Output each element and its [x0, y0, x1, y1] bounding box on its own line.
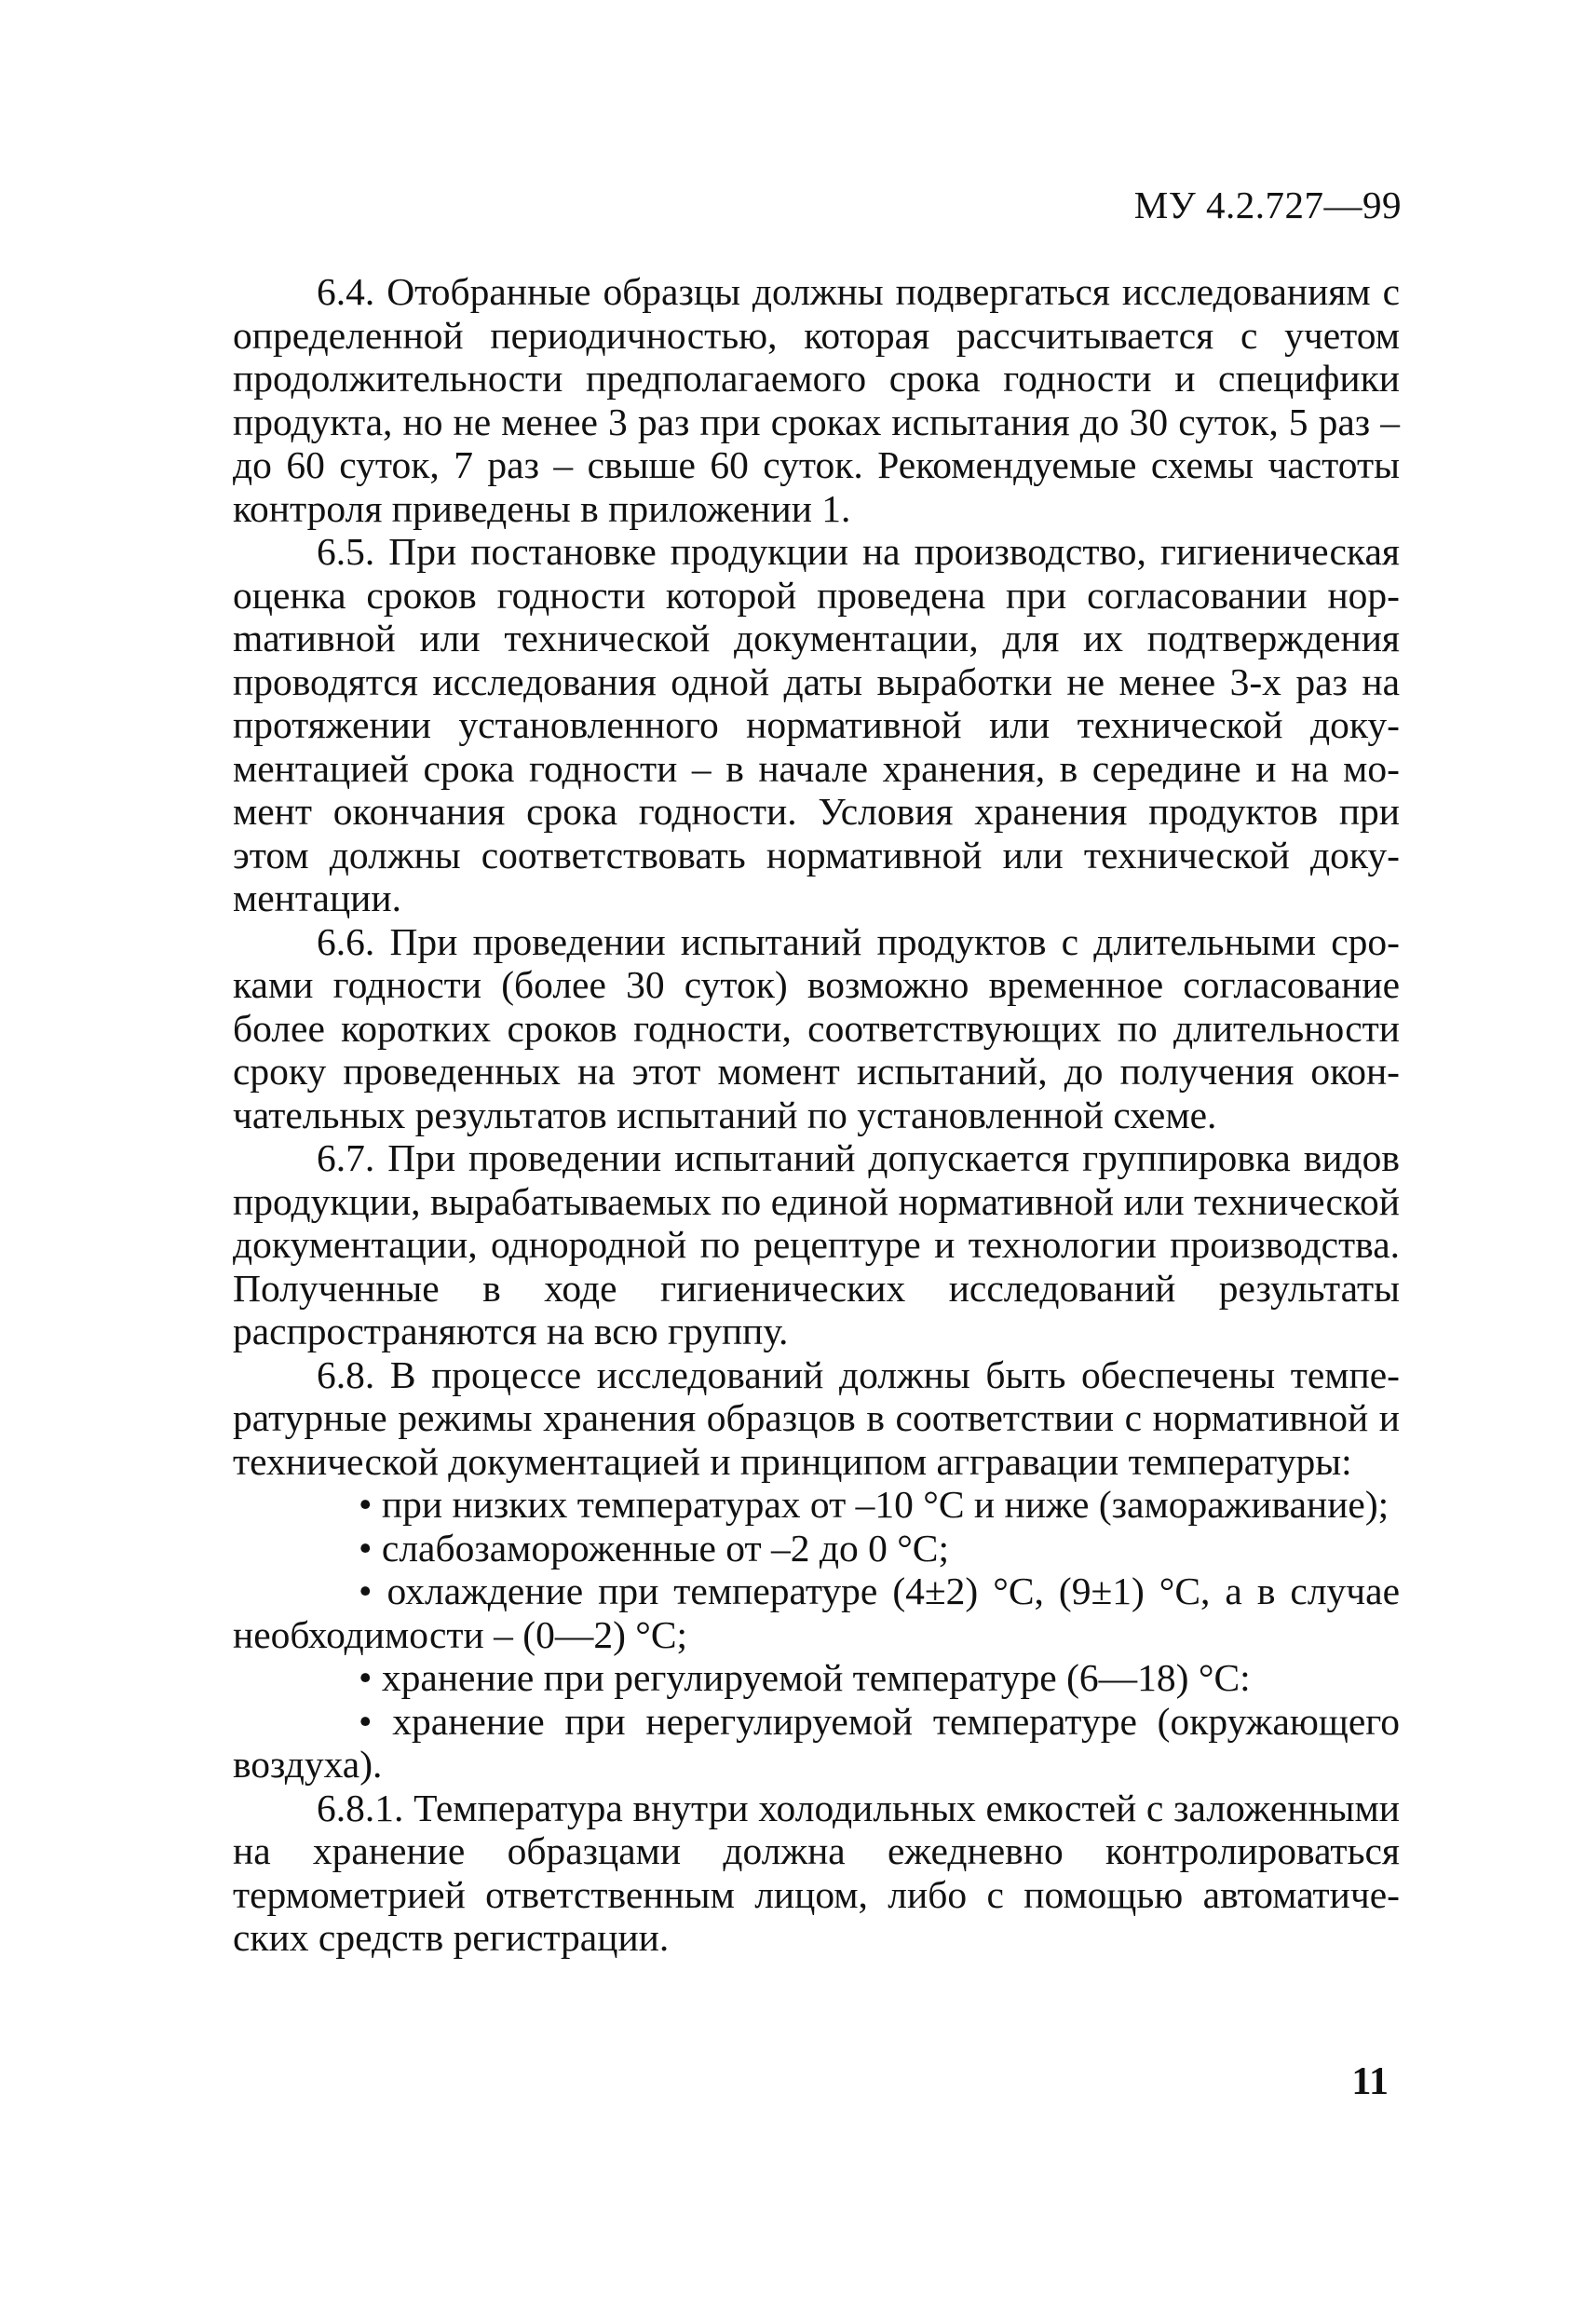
paragraph-6-7: 6.7. При проведении испытаний допускается группировка видов продукции, вырабатываемых по единой нормативной или технической документации, однородной по рецептуре и технологии производства. Полученные в ходе гигиенических исследований результаты распространяются на всю группу. [233, 1136, 1400, 1352]
paragraph-6-8: 6.8. В процессе исследований должны быть обеспечены температурные режимы хранения образцов в соответствии с нормативной и технической документацией и принципом аггравации температуры: [233, 1352, 1400, 1483]
paragraph-6-5: 6.5. При постановке продукции на производство, гигиеническая оценка сроков годности которой проведена при согласовании норmативной или технической документации, для их подтверждения проводятся исследования одной даты выработки не менее 3-х раз на протяжении установленного нормативной или технической документацией срока годности – в начале хранения, в середине и на момент окончания срока годности. Условия хранения продуктов при этом должны соответствовать нормативной или технической документации. [233, 530, 1400, 919]
bullet-cooling: • охлаждение при температуре (4±2) °С, (9±1) °С, а в случае необходимости – (0—2) °С; [233, 1570, 1400, 1656]
bullet-unregulated-temperature: • хранение при нерегулируемой температуре (окружающего воздуха). [233, 1699, 1400, 1786]
body-text [233, 270, 1400, 1960]
bullet-regulated-temperature: • хранение при регулируемой температуре (6—18) °С: [359, 1656, 1251, 1699]
bullet-lightly-frozen: • слабозамороженные от –2 до 0 °С; [359, 1526, 950, 1570]
paragraph-6-4: 6.4. Отобранные образцы должны подвергаться исследованиям с определенной периодичностью, которая рассчитывается с учетом продолжительности предполагаемого срока годности и специфики продукта, но не менее 3 раз при сроках испытания до 30 суток, 5 раз – до 60 суток, 7 раз – свыше 60 суток. Рекомендуемые схемы частоты контроля приведены в приложении 1. [233, 270, 1400, 530]
document-code: МУ 4.2.727—99 [1133, 183, 1402, 226]
paragraph-6-8-1: 6.8.1. Температура внутри холодильных емкостей с заложенными на хранение образцами должна ежедневно контролироваться термометрией ответственным лицом, либо с помощью автоматических средств регистрации. [233, 1786, 1400, 1959]
page-number: 11 [1351, 2060, 1389, 2103]
bullet-freezing: • при низких температурах от –10 °С и ниже (замораживание); [359, 1483, 1389, 1526]
paragraph-6-6: 6.6. При проведении испытаний продуктов с длительными сроками годности (более 30 суток) возможно временное согласование более коротких сроков годности, соответствующих по длительности сроку проведенных на этот момент испытаний, до получения окончательных результатов испытаний по установленной схеме. [233, 919, 1400, 1136]
